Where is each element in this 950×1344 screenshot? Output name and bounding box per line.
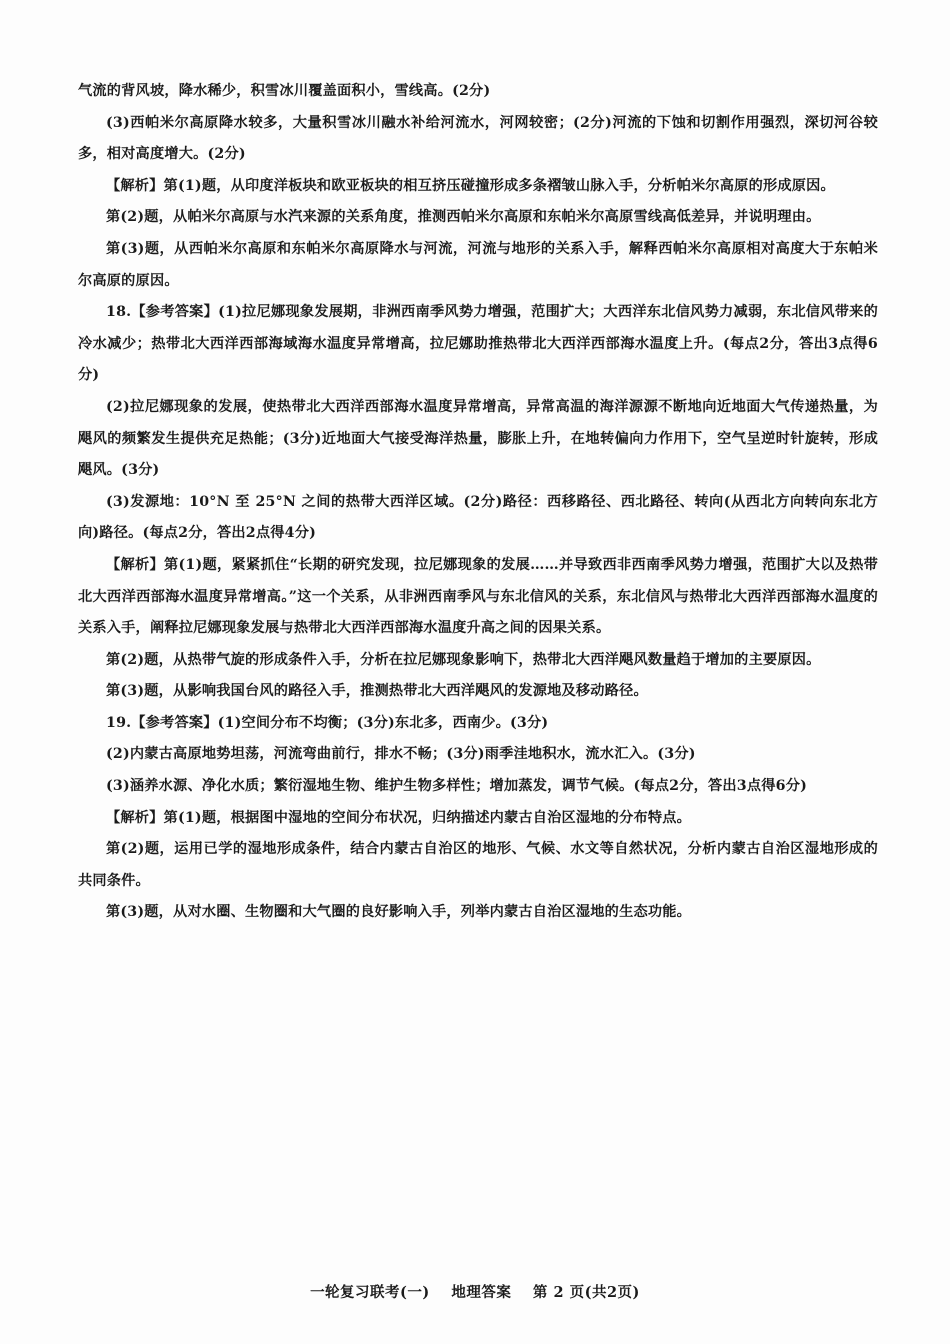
paragraph-7: (2)拉尼娜现象的发展，使热带北大西洋西部海水温度异常增高，异常高温的海洋源源不断地向近地面大气传递热量，为飓风的频繁发生提供充足热能；(3分)近地面大气接受海洋热量，膨胀上升，在地转偏向力作用下，空气呈逆时针旋转，形成飓风。(3分) [78, 398, 878, 479]
paragraph-3: 【解析】第(1)题，从印度洋板块和欧亚板块的相互挤压碰撞形成多条褶皱山脉入手，分析帕米尔高原的形成原因。 [106, 177, 835, 194]
paragraph-1: 气流的背风坡，降水稀少，积雪冰川覆盖面积小，雪线高。(2分) [78, 83, 491, 99]
paragraph-2: (3)西帕米尔高原降水较多，大量积雪冰川融水补给河流水，河网较密；(2分)河流的下蚀和切割作用强烈，深切河谷较多，相对高度增大。(2分) [78, 114, 878, 163]
footer-exam-title: 一轮复习联考(一) [310, 1284, 430, 1301]
paragraph-9: 【解析】第(1)题，紧紧抓住“长期的研究发现，拉尼娜现象的发展……并导致西非西南季风势力增强，范围扩大以及热带北大西洋西部海水温度异常增高。”这一个关系，从非洲西南季风与东北信风的关系，东北信风与热带北大西洋西部海水温度的关系入手，阐释拉尼娜现象发展与热带北大西洋西部海水温度升高之间的因果关系。 [78, 556, 878, 637]
paragraph-6: 18.【参考答案】(1)拉尼娜现象发展期，非洲西南季风势力增强，范围扩大；大西洋东北信风势力减弱，东北信风带来的冷水减少；热带北大西洋西部海域海水温度异常增高，拉尼娜助推热带北大西洋西部海水温度上升。(每点2分，答出3点得6分) [78, 304, 878, 384]
paragraph-15: 【解析】第(1)题，根据图中湿地的空间分布状况，归纳描述内蒙古自治区湿地的分布特点。 [106, 809, 692, 826]
paragraph-17: 第(3)题，从对水圈、生物圈和大气圈的良好影响入手，列举内蒙古自治区湿地的生态功能。 [106, 904, 692, 921]
paragraph-4: 第(2)题，从帕米尔高原与水汽来源的关系角度，推测西帕米尔高原和东帕米尔高原雪线高低差异，并说明理由。 [106, 209, 821, 226]
paragraph-12: 19.【参考答案】(1)空间分布不均衡；(3分)东北多，西南少。(3分) [106, 714, 549, 731]
paragraph-13: (2)内蒙古高原地势坦荡，河流弯曲前行，排水不畅；(3分)雨季洼地积水，流水汇入。(3分) [106, 746, 696, 763]
footer-page-number: 第 2 页(共2页) [532, 1284, 640, 1301]
answer-content [78, 76, 878, 929]
paragraph-16: 第(2)题，运用已学的湿地形成条件，结合内蒙古自治区的地形、气候、水文等自然状况，分析内蒙古自治区湿地形成的共同条件。 [78, 841, 878, 889]
paragraph-8: (3)发源地：10°N 至 25°N 之间的热带大西洋区域。(2分)路径：西移路径、西北路径、转向(从西北方向转向东北方向)路径。(每点2分，答出2点得4分) [78, 493, 878, 542]
footer-subject: 地理答案 [451, 1284, 512, 1301]
page-footer [0, 1281, 950, 1302]
paragraph-11: 第(3)题，从影响我国台风的路径入手，推测热带北大西洋飓风的发源地及移动路径。 [106, 683, 648, 700]
paragraph-14: (3)涵养水源、净化水质；繁衍湿地生物、维护生物多样性；增加蒸发，调节气候。(每点2分，答出3点得6分) [106, 778, 807, 795]
paragraph-10: 第(2)题，从热带气旋的形成条件入手，分析在拉尼娜现象影响下，热带北大西洋飓风数量趋于增加的主要原因。 [106, 651, 821, 668]
paragraph-5: 第(3)题，从西帕米尔高原和东帕米尔高原降水与河流，河流与地形的关系入手，解释西帕米尔高原相对高度大于东帕米尔高原的原因。 [78, 240, 878, 289]
